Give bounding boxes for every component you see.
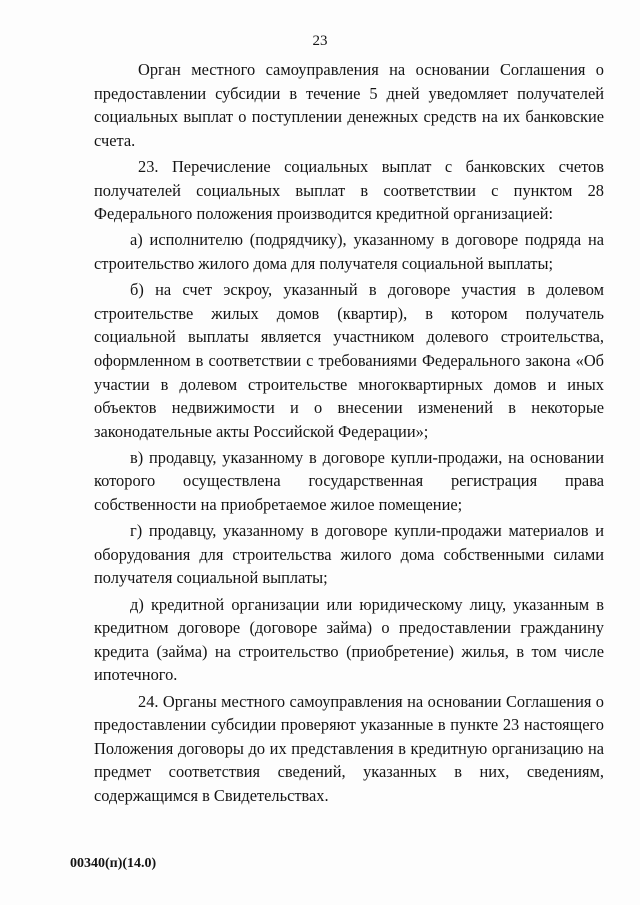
subitem-b: б) на счет эскроу, указанный в договоре участия в долевом строительстве жилых домов (квартир), в котором получатель социальной выплаты является участником долевого строительства, оформленном в соответствии с требованиями Федерального закона «Об участии в долевом строительстве многоквартирных домов и иных объектов недвижимости и о внесении изменений в некоторые законодательные акты Российской Федерации»;	[94, 280, 604, 441]
subitem-d: д) кредитной организации или юридическому лицу, указанным в кредитном договоре (договоре займа) о предоставлении гражданину кредита (займа) на строительство (приобретение) жилья, в том числе ипотечного.	[94, 594, 604, 685]
page-number: 23	[312, 33, 328, 49]
paragraph-notification: Орган местного самоуправления на основании Соглашения о предоставлении субсидии в течение 5 дней уведомляет получателей социальных выплат о поступлении денежных средств на их банковские счета.	[94, 60, 604, 150]
paragraph-item-23: 23. Перечисление социальных выплат с банковских счетов получателей социальных выплат в соответствии с пунктом 28 Федерального положения производится кредитной организацией:	[94, 156, 604, 224]
document-code: 00340(п)(14.0)	[70, 856, 157, 871]
subitem-v: в) продавцу, указанному в договоре купли-продажи, на основании которого осуществлена государственная регистрация права собственности на приобретаемое жилое помещение;	[94, 447, 604, 515]
subitem-a: а) исполнителю (подрядчику), указанному в договоре подряда на строительство жилого дома для получателя социальной выплаты;	[94, 230, 604, 273]
paragraph-item-24: 24. Органы местного самоуправления на основании Соглашения о предоставлении субсидии проверяют указанные в пункте 23 настоящего Положения договоры до их представления в кредитную организацию на предмет соответствия сведений, указанных в них, сведениям, содержащимся в Свидетельствах.	[94, 691, 604, 805]
subitem-g: г) продавцу, указанному в договоре купли-продажи материалов и оборудования для строительства жилого дома собственными силами получателя социальной выплаты;	[94, 521, 604, 588]
document-body	[94, 58, 604, 810]
